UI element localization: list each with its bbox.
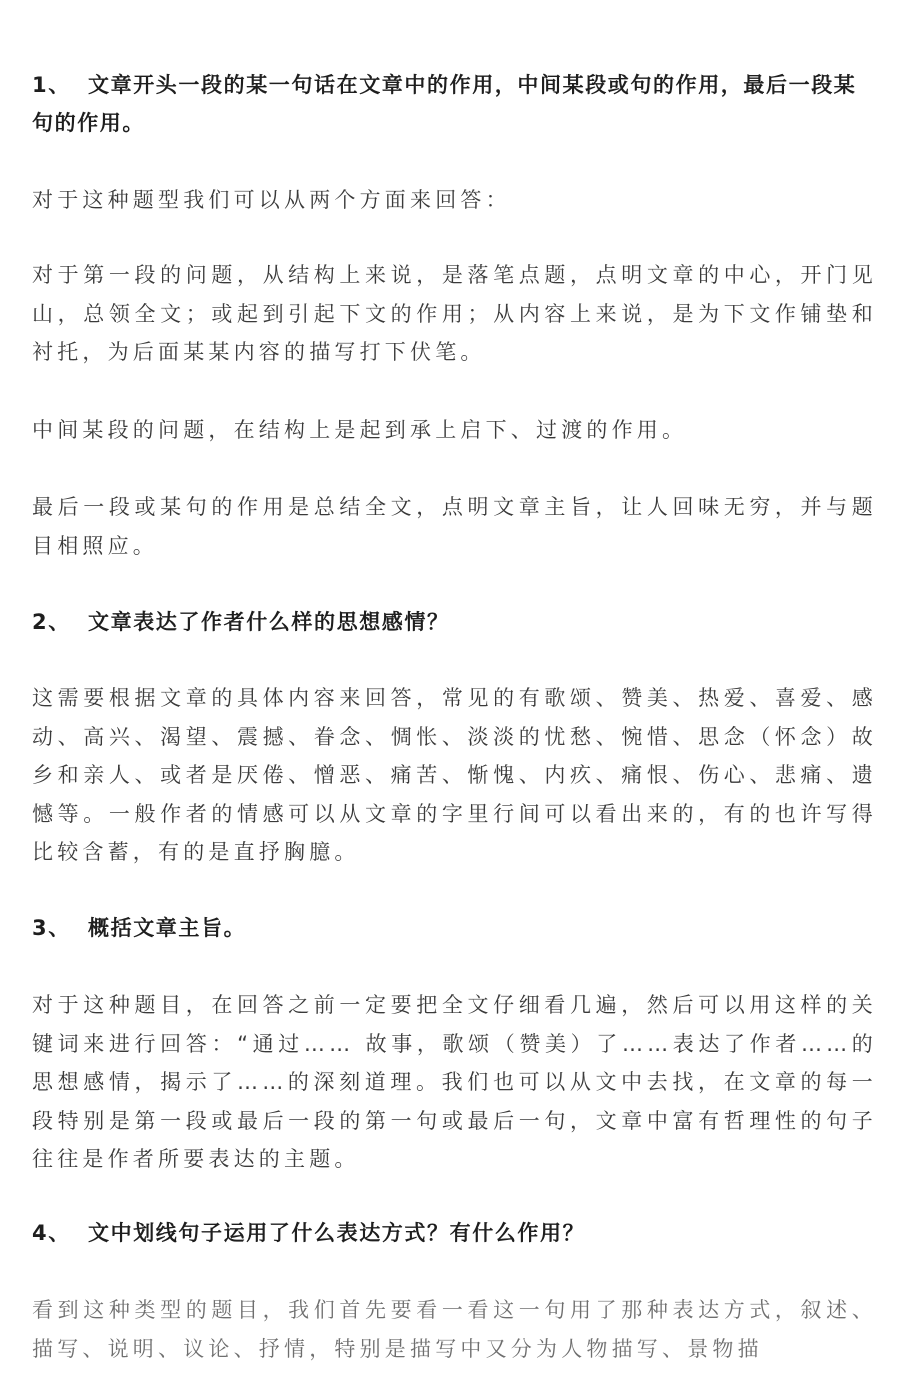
section-title: 文章开头一段的某一句话在文章中的作用，中间某段或句的作用，最后一段某句的作用。 — [32, 73, 857, 135]
paragraph: 最后一段或某句的作用是总结全文，点明文章主旨，让人回味无穷，并与题目相照应。 — [32, 495, 877, 558]
section-number: 3、 — [32, 916, 71, 940]
section-4-heading — [32, 1214, 877, 1252]
paragraph: 中间某段的问题，在结构上是起到承上启下、过渡的作用。 — [32, 418, 688, 442]
paragraph: 对于这种题目，在回答之前一定要把全文仔细看几遍，然后可以用这样的关键词来进行回答：“通过…… 故事，歌颂（赞美）了……表达了作者……的思想感情，揭示了……的深刻道理。我们也可以从文中去找，在文章的每一段特别是第一段或最后一段的第一句或最后一句，文章中富有哲理性的句子往往是作者所要表达的主题。 — [32, 993, 877, 1171]
section-title: 概括文章主旨。 — [88, 916, 247, 940]
section-3-heading — [32, 909, 877, 947]
section-2-heading — [32, 603, 877, 641]
section-number: 1、 — [32, 73, 71, 97]
section-title: 文章表达了作者什么样的思想感情？ — [88, 610, 450, 634]
paragraph: 对于这种题型我们可以从两个方面来回答： — [32, 188, 511, 212]
section-1-heading — [32, 66, 877, 142]
paragraph: 对于第一段的问题，从结构上来说，是落笔点题，点明文章的中心，开门见山，总领全文；或起到引起下文的作用；从内容上来说，是为下文作铺垫和衬托，为后面某某内容的描写打下伏笔。 — [32, 263, 877, 364]
paragraph: 这需要根据文章的具体内容来回答，常见的有歌颂、赞美、热爱、喜爱、感动、高兴、渴望、震撼、眷念、惆怅、淡淡的忧愁、惋惜、思念（怀念）故乡和亲人、或者是厌倦、憎恶、痛苦、惭愧、内疚、痛恨、伤心、悲痛、遗憾等。一般作者的情感可以从文章的字里行间可以看出来的，有的也许写得比较含蓄，有的是直抒胸臆。 — [32, 686, 877, 864]
section-number: 4、 — [32, 1221, 71, 1245]
section-number: 2、 — [32, 610, 71, 634]
section-title: 文中划线句子运用了什么表达方式？有什么作用？ — [88, 1221, 586, 1245]
paragraph: 看到这种类型的题目，我们首先要看一看这一句用了那种表达方式，叙述、描写、说明、议论、抒情，特别是描写中又分为人物描写、景物描 — [32, 1298, 877, 1361]
